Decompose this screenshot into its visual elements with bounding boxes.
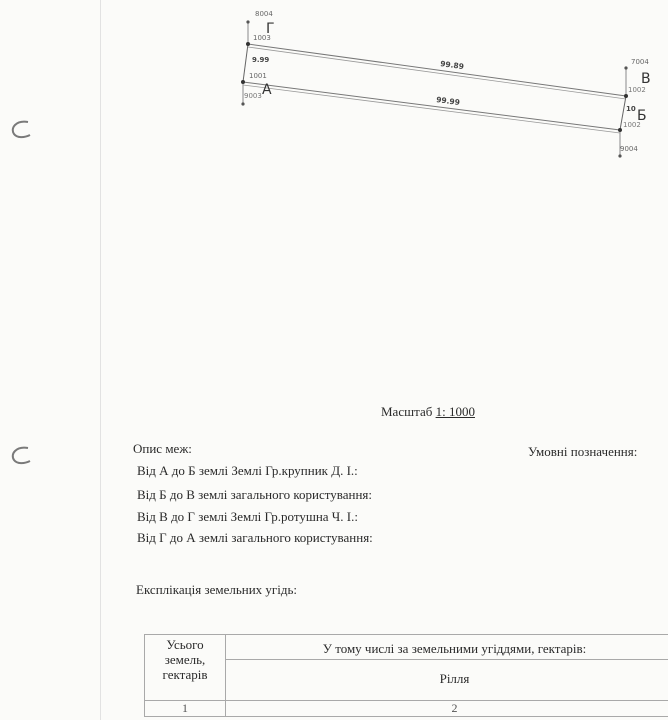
point-letter-v: В bbox=[641, 71, 651, 87]
punch-hole-icon bbox=[6, 444, 32, 466]
scale-label bbox=[381, 404, 475, 420]
edge-length-a-b: 99.99 bbox=[435, 95, 461, 107]
point-num-b: 1002 bbox=[623, 121, 641, 129]
table-col-number: 2 bbox=[226, 701, 668, 717]
point-letter-a: А bbox=[262, 82, 272, 98]
point-letter-g: Г bbox=[266, 21, 275, 37]
boundary-description-title: Опис меж: bbox=[133, 441, 192, 456]
table-header-total: Усього земель, гектарів bbox=[145, 635, 226, 701]
point-marker-aux bbox=[241, 102, 244, 105]
land-explication-table bbox=[144, 634, 668, 717]
point-code-v: 7004 bbox=[631, 58, 649, 66]
scale-value: 1: 1000 bbox=[435, 404, 475, 419]
scale-prefix: Масштаб bbox=[381, 404, 436, 419]
edge-length-v-b: 10 bbox=[626, 105, 636, 113]
point-code-a: 9003 bbox=[244, 92, 262, 100]
boundary-line-g-a bbox=[243, 44, 248, 82]
boundary-line-a-b bbox=[243, 85, 620, 133]
table-header-by-land: У тому числі за земельними угіддями, гектарів: bbox=[226, 635, 668, 660]
legend-title: Умовні позначення: bbox=[528, 444, 638, 459]
table-col-number: 1 bbox=[145, 701, 226, 717]
table-subheader-arable: Рілля bbox=[226, 660, 668, 701]
boundary-line-text: Від В до Г землі Землі Гр.ротушна Ч. І.: bbox=[137, 509, 358, 524]
point-code-b: 9004 bbox=[620, 145, 638, 153]
point-code-g: 8004 bbox=[255, 10, 273, 18]
explication-title: Експлікація земельних угідь: bbox=[136, 582, 298, 597]
boundary-line-text: Від А до Б землі Землі Гр.крупник Д. І.: bbox=[137, 463, 358, 478]
point-num-v: 1002 bbox=[628, 86, 646, 94]
boundary-line-text: Від Г до А землі загального користування: bbox=[137, 530, 373, 545]
boundary-line-a-b bbox=[243, 82, 620, 130]
point-letter-b: Б bbox=[637, 108, 647, 124]
point-num-g: 1003 bbox=[253, 34, 271, 42]
edge-length-g-a: 9.99 bbox=[252, 56, 270, 64]
point-marker-g bbox=[246, 42, 250, 46]
boundary-line-g-v bbox=[248, 44, 626, 96]
point-num-a: 1001 bbox=[249, 72, 267, 80]
point-marker-a bbox=[241, 80, 245, 84]
boundary-line-text: Від Б до В землі загального користування: bbox=[137, 487, 373, 502]
boundary-line-g-v bbox=[248, 47, 626, 99]
point-marker-v bbox=[624, 94, 628, 98]
point-marker-b bbox=[618, 128, 622, 132]
land-plot-plan bbox=[0, 0, 668, 170]
point-marker-aux bbox=[618, 154, 621, 157]
point-marker-aux bbox=[246, 20, 249, 23]
edge-length-g-v: 99.89 bbox=[439, 59, 465, 72]
point-marker-aux bbox=[624, 66, 627, 69]
